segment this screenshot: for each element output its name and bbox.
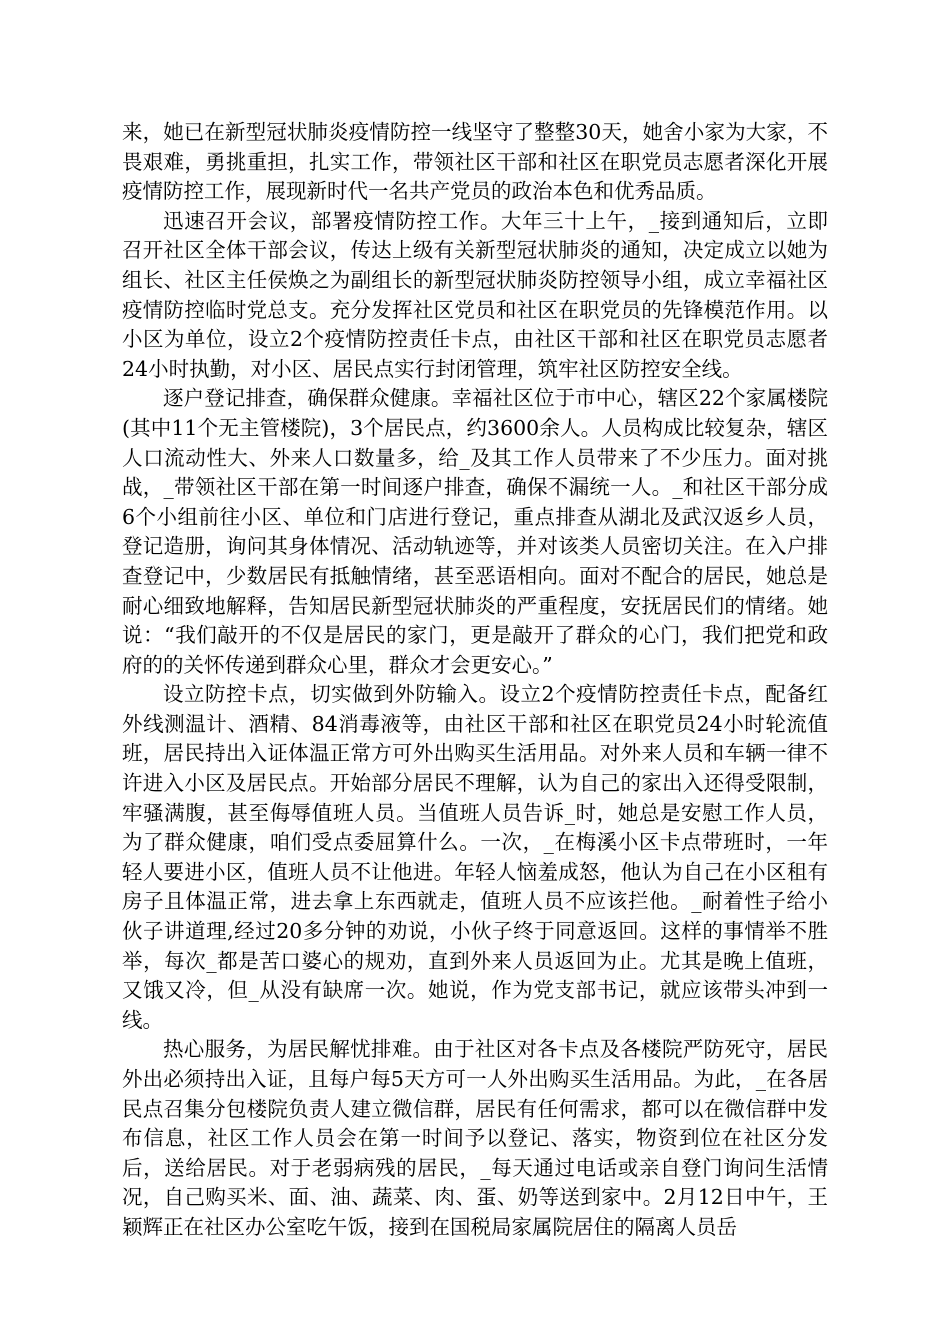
paragraph-registration: 逐户登记排查，确保群众健康。幸福社区位于市中心，辖区22个家属楼院(其中11个无主管楼院)，3个居民点，约3600余人。人员构成比较复杂，辖区人口流动性大、外来人口数量多，给_及其工作人员带来了不少压力。面对挑战，_带领社区干部在第一时间逐户排查，确保不漏统一人。_和社区干部分成6个小组前往小区、单位和门店进行登记，重点排查从湖北及武汉返乡人员，登记造册，询问其身体情况、活动轨迹等，并对该类人员密切关注。在入户排查登记中，少数居民有抵触情绪，甚至恶语相向。面对不配合的居民，她总是耐心细致地解释，告知居民新型冠状肺炎的严重程度，安抚居民们的情绪。她说：“我们敲开的不仅是居民的家门，更是敲开了群众的心门，我们把党和政府的的关怀传递到群众心里，群众才会更安心。” [122,386,828,677]
paragraph-intro: 来，她已在新型冠状肺炎疫情防控一线坚守了整整30天，她舍小家为大家，不畏艰难，勇挑重担，扎实工作，带领社区干部和社区在职党员志愿者深化开展疫情防控工作，展现新时代一名共产党员的政治本色和优秀品质。 [122,120,828,204]
paragraph-checkpoints: 设立防控卡点，切实做到外防输入。设立2个疫情防控责任卡点，配备红外线测温计、酒精、84消毒液等，由社区干部和社区在职党员24小时轮流值班，居民持出入证体温正常方可外出购买生活用品。对外来人员和车辆一律不许进入小区及居民点。开始部分居民不理解，认为自己的家出入还得受限制，牢骚满腹，甚至侮辱值班人员。当值班人员告诉_时，她总是安慰工作人员，为了群众健康，咱们受点委屈算什么。一次，_在梅溪小区卡点带班时，一年轻人要进小区，值班人员不让他进。年轻人恼羞成怒，他认为自己在小区租有房子且体温正常，进去拿上东西就走，值班人员不应该拦他。_耐着性子给小伙子讲道理,经过20多分钟的劝说，小伙子终于同意返回。这样的事情举不胜举，每次_都是苦口婆心的规劝，直到外来人员返回为止。尤其是晚上值班，又饿又冷，但_从没有缺席一次。她说，作为党支部书记，就应该带头冲到一线。 [122,682,828,1032]
paragraph-meeting: 迅速召开会议，部署疫情防控工作。大年三十上午，_接到通知后，立即召开社区全体干部会议，传达上级有关新型冠状肺炎的通知，决定成立以她为组长、社区主任侯焕之为副组长的新型冠状肺炎防控领导小组，成立幸福社区疫情防控临时党总支。充分发挥社区党员和社区在职党员的先锋模范作用。以小区为单位，设立2个疫情防控责任卡点，由社区干部和社区在职党员志愿者24小时执勤，对小区、居民点实行封闭管理，筑牢社区防控安全线。 [122,208,828,381]
paragraph-service: 热心服务，为居民解忧排难。由于社区对各卡点及各楼院严防死守，居民外出必须持出入证，且每户每5天方可一人外出购买生活用品。为此，_在各居民点召集分包楼院负责人建立微信群，居民有任何需求，都可以在微信群中发布信息，社区工作人员会在第一时间予以登记、落实，物资到位在社区分发后，送给居民。对于老弱病残的居民，_每天通过电话或亲自登门询问生活情况，自己购买米、面、油、蔬菜、肉、蛋、奶等送到家中。2月12日中午，王颖辉正在社区办公室吃午饭，接到在国税局家属院居住的隔离人员岳 [122,1037,828,1239]
document-page [122,118,828,1243]
